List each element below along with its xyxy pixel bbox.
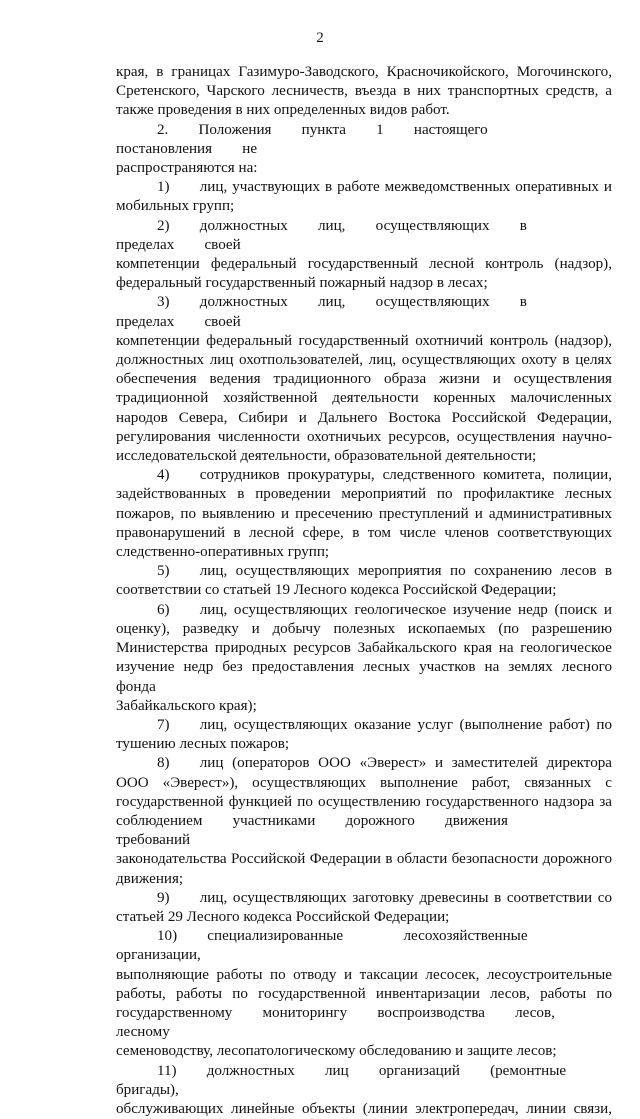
text-line: государственной функцией по осуществлению государственного надзора за — [116, 793, 612, 810]
text-line: обслуживающих линейные объекты (линии электропередач, линии связи, — [116, 1100, 612, 1117]
text-line: Сретенского, Чарского лесничеств, въезда в них транспортных средств, а — [116, 83, 612, 100]
text-line: 1) лиц, участвующих в работе межведомственных оперативных и — [157, 179, 612, 196]
page-number: 2 — [316, 30, 324, 46]
text-line: 4) сотрудников прокуратуры, следственного комитета, полиции, — [157, 467, 612, 484]
text-line: народов Севера, Сибири и Дальнего Востока Российской Федерации, — [116, 409, 612, 426]
text-line: 11) должностных лиц организаций (ремонтные бригады), — [116, 1062, 597, 1098]
text-line: следственно-оперативных групп; — [116, 544, 330, 561]
text-line: компетенции федеральный государственный охотничий контроль (надзор), — [116, 332, 612, 349]
text-line: 5) лиц, осуществляющих мероприятия по сохранению лесов в — [157, 563, 612, 580]
text-line: выполняющие работы по отводу и таксации лесосек, лесоустроительные — [116, 966, 612, 983]
text-line: ООО «Эверест»), осуществляющих выполнение работ, связанных с — [116, 774, 612, 791]
text-line: работы, работы по государственной инвентаризации лесов, работы по — [116, 985, 612, 1002]
text-line: законодательства Российской Федерации в области безопасности дорожного — [116, 851, 612, 868]
text-line: движения; — [116, 870, 184, 887]
text-line: 2) должностных лиц, осуществляющих в пределах своей — [116, 217, 558, 253]
text-line: традиционной хозяйственной деятельности коренных малочисленных — [116, 390, 612, 407]
text-line: тушению лесных пожаров; — [116, 736, 290, 753]
text-line: Забайкальского края); — [116, 697, 257, 714]
text-line: регулирования численности охотничьих ресурсов, осуществления научно- — [116, 428, 612, 445]
text-line: федеральный государственный пожарный надзор в лесах; — [116, 275, 488, 292]
text-line: изучение недр без предоставления лесных участков на землях лесного фонда — [116, 659, 612, 695]
text-line: исследовательской деятельности, образовательной деятельности; — [116, 448, 537, 465]
document-body — [116, 63, 612, 1119]
text-line: края, в границах Газимуро-Заводского, Красночикойского, Могочинского, — [116, 64, 612, 80]
text-line: статьей 29 Лесного кодекса Российской Федерации; — [116, 908, 450, 925]
text-line: также проведения в них определенных видов работ. — [116, 102, 450, 119]
text-line: обеспечения ведения традиционного образа жизни и осуществления — [116, 371, 612, 388]
text-line: распространяются на: — [116, 160, 258, 177]
text-line: 10) специализированные лесохозяйственные организации, — [116, 928, 588, 964]
text-line: компетенции федеральный государственный лесной контроль (надзор), — [116, 256, 612, 273]
text-line: 6) лиц, осуществляющих геологическое изучение недр (поиск и — [157, 601, 612, 618]
text-line: 9) лиц, осуществляющих заготовку древесины в соответствии со — [157, 889, 612, 906]
text-line: государственному мониторингу воспроизводства лесов, лесному — [116, 1004, 586, 1041]
text-line: задействованных в проведении мероприятий по профилактике лесных — [116, 486, 612, 503]
text-line: соответствии со статьей 19 Лесного кодекса Российской Федерации; — [116, 582, 557, 599]
text-line: правонарушений в лесной сфере, в том числе членов соответствующих — [116, 524, 612, 541]
text-line: должностных лиц охотпользователей, лиц, осуществляющих охоту в целях — [116, 352, 612, 369]
text-line: мобильных групп; — [116, 198, 235, 215]
text-line: 3) должностных лиц, осуществляющих в пределах своей — [116, 294, 558, 330]
text-line: семеноводству, лесопатологическому обследованию и защите лесов; — [116, 1043, 557, 1060]
text-line: 8) лиц (операторов ООО «Эверест» и заместителей директора — [157, 755, 612, 772]
text-line: Министерства природных ресурсов Забайкальского края на геологическое — [116, 640, 612, 657]
text-line: соблюдением участниками дорожного движения требований — [116, 812, 539, 849]
text-line: оценку), разведку и добычу полезных ископаемых (по разрешению — [116, 620, 612, 637]
text-line: пожаров, по выявлению и пресечению преступлений и административных — [116, 505, 612, 522]
text-line: 7) лиц, осуществляющих оказание услуг (выполнение работ) по — [157, 716, 612, 733]
text-line: 2. Положения пункта 1 настоящего постановления не — [116, 121, 518, 157]
